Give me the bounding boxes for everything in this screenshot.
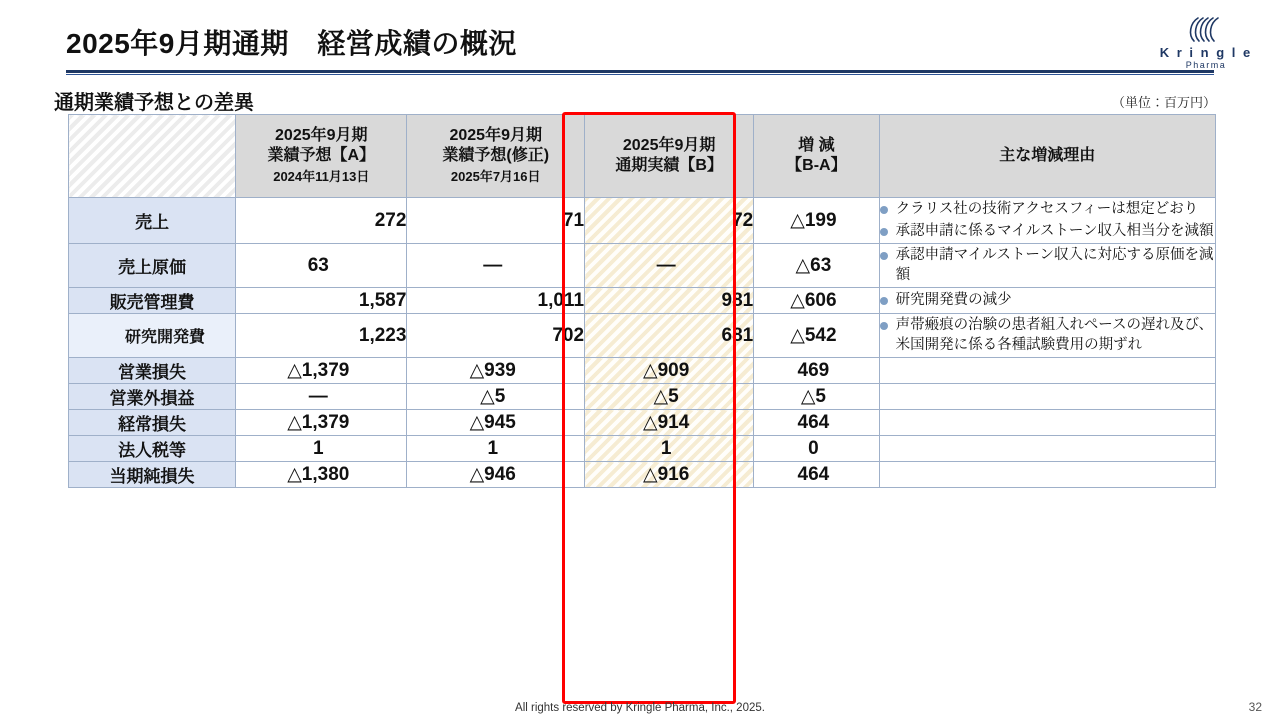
- logo-subtitle: Pharma: [1185, 60, 1227, 71]
- table-row: [69, 358, 1216, 384]
- table-row: [69, 410, 1216, 436]
- section-title: 通期業績予想との差異: [54, 92, 254, 114]
- cell-reason: [879, 244, 1215, 288]
- header-variance: [754, 115, 879, 198]
- cell-forecast-revised: 1,011: [407, 288, 585, 314]
- cell-forecast-a: —: [236, 384, 407, 410]
- cell-reason: [879, 436, 1215, 462]
- row-label: 経常損失: [69, 410, 236, 436]
- row-label: 販売管理費: [69, 288, 236, 314]
- cell-actual-b: △909: [585, 358, 754, 384]
- table-row: [69, 384, 1216, 410]
- reason-list: [880, 316, 1215, 355]
- cell-forecast-revised: △945: [407, 410, 585, 436]
- cell-actual-b: △916: [585, 462, 754, 488]
- cell-reason: [879, 288, 1215, 314]
- cell-forecast-a: 272: [236, 198, 407, 244]
- unit-note: （単位：百万円）: [1111, 95, 1216, 110]
- cell-actual-b: △5: [585, 384, 754, 410]
- cell-variance: 469: [754, 358, 879, 384]
- header-forecast-a: [236, 115, 407, 198]
- cell-variance: 464: [754, 462, 879, 488]
- cell-forecast-revised: 71: [407, 198, 585, 244]
- row-label: 当期純損失: [69, 462, 236, 488]
- financial-table: [68, 114, 1216, 488]
- reason-item: クラリス社の技術アクセスフィーは想定どおり: [880, 200, 1215, 220]
- header-forecast-revised-line2: 業績予想(修正): [442, 147, 550, 165]
- cell-reason: [879, 462, 1215, 488]
- cell-reason: [879, 314, 1215, 358]
- reason-item: 研究開発費の減少: [880, 291, 1215, 311]
- cell-forecast-a: 1,223: [236, 314, 407, 358]
- financial-table-container: [68, 114, 1216, 488]
- copyright-footer: All rights reserved by Kringle Pharma, Inc., 2025.: [515, 702, 765, 714]
- cell-actual-b: △914: [585, 410, 754, 436]
- cell-reason: [879, 358, 1215, 384]
- cell-actual-b: 72: [585, 198, 754, 244]
- header-actual-b-line2: 通期実績【B】: [615, 157, 723, 174]
- header-corner: [69, 115, 236, 198]
- table-header-row: [69, 115, 1216, 198]
- page-title: 2025年9月期通期 経営成績の概況: [66, 28, 517, 59]
- reason-item: 承認申請マイルストーン収入に対応する原価を減額: [880, 246, 1215, 285]
- title-divider-thin: [66, 74, 1214, 75]
- reason-list: [880, 291, 1215, 311]
- header-forecast-a-line2: 業績予想【A】: [267, 147, 376, 165]
- table-row: [69, 244, 1216, 288]
- row-label: 売上原価: [69, 244, 236, 288]
- header-forecast-revised-line1: 2025年9月期: [449, 127, 542, 145]
- cell-forecast-revised: △939: [407, 358, 585, 384]
- logo-mark-icon: [1154, 12, 1258, 46]
- table-row: [69, 288, 1216, 314]
- cell-forecast-a: △1,380: [236, 462, 407, 488]
- header-actual-b-line1: 2025年9月期: [622, 137, 716, 154]
- cell-forecast-revised: △946: [407, 462, 585, 488]
- table-header: [69, 115, 1216, 198]
- cell-actual-b: 1: [585, 436, 754, 462]
- header-variance-line2: 【B-A】: [786, 157, 847, 174]
- table-row: [69, 198, 1216, 244]
- cell-variance: 464: [754, 410, 879, 436]
- reason-item: 承認申請に係るマイルストーン収入相当分を減額: [880, 222, 1215, 242]
- cell-actual-b: —: [585, 244, 754, 288]
- cell-forecast-revised: 702: [407, 314, 585, 358]
- header-actual-b: [585, 115, 754, 198]
- table-body: [69, 198, 1216, 488]
- table-row: [69, 436, 1216, 462]
- cell-variance: △542: [754, 314, 879, 358]
- cell-variance: △606: [754, 288, 879, 314]
- cell-variance: △199: [754, 198, 879, 244]
- cell-forecast-a: △1,379: [236, 358, 407, 384]
- header-forecast-a-date: 2024年11月13日: [273, 169, 370, 185]
- page-number: 32: [1248, 700, 1262, 714]
- cell-reason: [879, 384, 1215, 410]
- header-variance-line1: 増 減: [798, 137, 835, 154]
- header-forecast-a-line1: 2025年9月期: [275, 127, 368, 145]
- row-label: 研究開発費: [69, 314, 236, 358]
- reason-list: [880, 200, 1215, 241]
- cell-variance: △5: [754, 384, 879, 410]
- row-label: 売上: [69, 198, 236, 244]
- header-forecast-revised: [407, 115, 585, 198]
- row-label: 営業損失: [69, 358, 236, 384]
- cell-forecast-a: 1: [236, 436, 407, 462]
- cell-actual-b: 681: [585, 314, 754, 358]
- header-reason: 主な増減理由: [879, 115, 1215, 198]
- cell-variance: 0: [754, 436, 879, 462]
- cell-forecast-revised: —: [407, 244, 585, 288]
- cell-forecast-a: △1,379: [236, 410, 407, 436]
- row-label: 法人税等: [69, 436, 236, 462]
- reason-item: 声帯瘢痕の治験の患者組入れペースの遅れ及び、米国開発に係る各種試験費用の期ずれ: [880, 316, 1215, 355]
- row-label: 営業外損益: [69, 384, 236, 410]
- reason-list: [880, 246, 1215, 285]
- cell-reason: [879, 198, 1215, 244]
- table-row: [69, 462, 1216, 488]
- table-row: [69, 314, 1216, 358]
- cell-forecast-revised: 1: [407, 436, 585, 462]
- cell-forecast-revised: △5: [407, 384, 585, 410]
- cell-actual-b: 981: [585, 288, 754, 314]
- cell-forecast-a: 63: [236, 244, 407, 288]
- logo-name: K r i n g l e: [1159, 45, 1253, 60]
- header-forecast-revised-date: 2025年7月16日: [450, 169, 541, 185]
- cell-reason: [879, 410, 1215, 436]
- title-divider: [66, 70, 1214, 73]
- cell-variance: △63: [754, 244, 879, 288]
- company-logo: [1154, 12, 1258, 72]
- cell-forecast-a: 1,587: [236, 288, 407, 314]
